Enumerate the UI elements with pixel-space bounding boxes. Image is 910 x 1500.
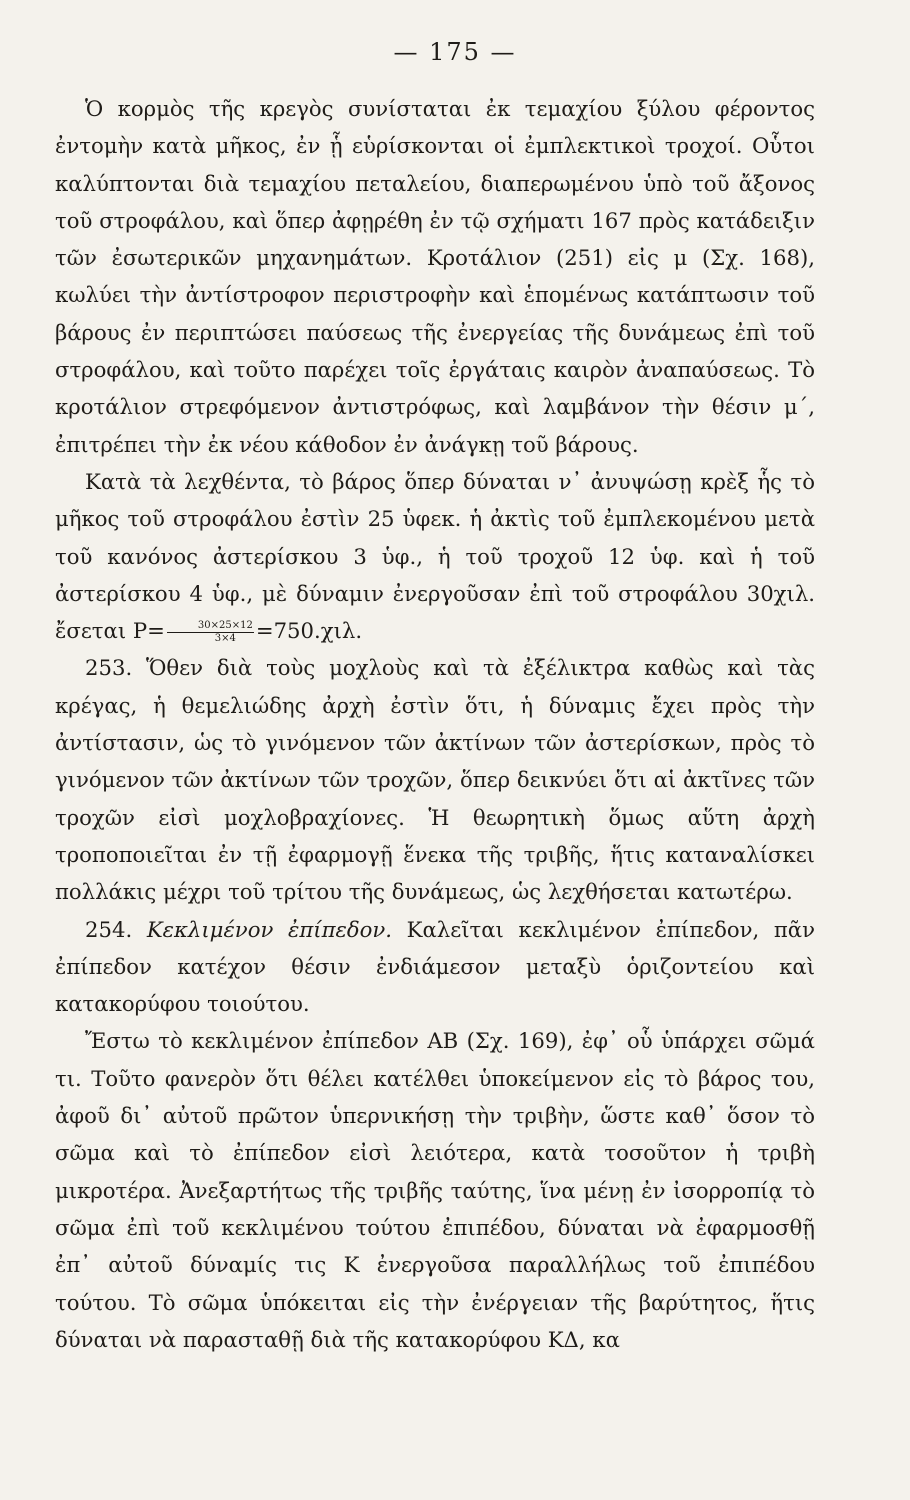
- paragraph-4: [55, 911, 815, 1023]
- paragraph-2-text: Κατὰ τὰ λεχθέντα, τὸ βάρος ὅπερ δύναται ν᾿ ἀνυψώσῃ κρὲξ ἧς τὸ μῆκος τοῦ στροφάλου ἐστὶν 25 ὑφεκ. ἡ ἀκτὶς τοῦ ἐμπλεκομένου μετὰ τοῦ κανόνος ἀστερίσκου 3 ὑφ., ἡ τοῦ τροχοῦ 12 ὑφ. καὶ ἡ τοῦ ἀστερίσκου 4 ὑφ., μὲ δύναμιν ἐνεργοῦσαν ἐπὶ τοῦ στροφάλου 30χιλ. ἔσεται P=: [55, 468, 815, 644]
- page-number: — 175 —: [393, 38, 517, 66]
- paragraph-3: 253. Ὅθεν διὰ τοὺς μοχλοὺς καὶ τὰ ἐξέλικτρα καθὼς καὶ τὰς κρέγας, ἡ θεμελιώδης ἀρχὴ ἐστὶν ὅτι, ἡ δύναμις ἔχει πρὸς τὴν ἀντίστασιν, ὡς τὸ γινόμενον τῶν ἀκτίνων τῶν ἀστερίσκων, πρὸς τὸ γινόμενον τῶν ἀκτίνων τῶν τροχῶν, ὅπερ δεικνύει ὅτι αἱ ἀκτῖνες τῶν τροχῶν εἰσὶ μοχλοβραχίονες. Ἡ θεωρητικὴ ὅμως αὕτη ἀρχὴ τροποποιεῖται ἐν τῇ ἐφαρμογῇ ἕνεκα τῆς τριβῆς, ἥτις καταναλίσκει πολλάκις μέχρι τοῦ τρίτου τῆς δυνάμεως, ὡς λεχθήσεται κατωτέρω.: [55, 655, 815, 905]
- formula-result: =750.χιλ.: [255, 618, 363, 644]
- formula-fraction: [167, 620, 254, 645]
- fraction-numerator: 30×25×12: [167, 620, 254, 633]
- paragraph-1: Ὁ κορμὸς τῆς κρεγὸς συνίσταται ἐκ τεμαχίου ξύλου φέροντος ἐντομὴν κατὰ μῆκος, ἐν ᾗ εὑρίσκονται οἱ ἐμπλεκτικοὶ τροχοί. Οὗτοι καλύπτονται διὰ τεμαχίου πεταλείου, διαπερωμένου ὑπὸ τοῦ ἄξονος τοῦ στροφάλου, καὶ ὅπερ ἀφῃρέθη ἐν τῷ σχήματι 167 πρὸς κατάδειξιν τῶν ἐσωτερικῶν μηχανημάτων. Κροτάλιον (251) εἰς μ (Σχ. 168), κωλύει τὴν ἀντίστροφον περιστροφὴν καὶ ἑπομένως κατάπτωσιν τοῦ βάρους ἐν περιπτώσει παύσεως τῆς ἐνεργείας τῆς δυνάμεως ἐπὶ τοῦ στροφάλου, καὶ τοῦτο παρέχει τοῖς ἐργάταις καιρὸν ἀναπαύσεως. Τὸ κροτάλιον στρεφόμενον ἀντιστρόφως, καὶ λαμβάνον τὴν θέσιν μ΄, ἐπιτρέπει τὴν ἐκ νέου κάθοδον ἐν ἀνάγκῃ τοῦ βάρους.: [55, 96, 815, 457]
- body-text: [55, 90, 815, 1358]
- section-title: Κεκλιμένον ἐπίπεδον.: [146, 916, 392, 942]
- section-number: 254.: [85, 916, 133, 942]
- paragraph-5: Ἔστω τὸ κεκλιμένον ἐπίπεδον AB (Σχ. 169), ἐφ᾿ οὗ ὑπάρχει σῶμά τι. Τοῦτο φανερὸν ὅτι θέλει κατέλθει ὑποκείμενον εἰς τὸ βάρος του, ἀφοῦ δι᾿ αὐτοῦ πρῶτον ὑπερνικήσῃ τὴν τριβὴν, ὥστε καθ᾿ ὅσον τὸ σῶμα καὶ τὸ ἐπίπεδον εἰσὶ λειότερα, κατὰ τοσοῦτον ἡ τριβὴ μικροτέρα. Ἀνεξαρτήτως τῆς τριβῆς ταύτης, ἵνα μένῃ ἐν ἰσορροπίᾳ τὸ σῶμα ἐπὶ τοῦ κεκλιμένου τούτου ἐπιπέδου, δύναται νὰ ἐφαρμοσθῇ ἐπ᾿ αὐτοῦ δύναμίς τις K ἐνεργοῦσα παραλλήλως τοῦ ἐπιπέδου τούτου. Τὸ σῶμα ὑπόκειται εἰς τὴν ἐνέργειαν τῆς βαρύτητος, ἥτις δύναται νὰ παρασταθῇ διὰ τῆς κατακορύφου KΔ, κα: [55, 1028, 815, 1352]
- paragraph-2: [55, 463, 815, 649]
- paragraph-4-text: Καλεῖται κεκλιμένον ἐπίπεδον, πᾶν ἐπίπεδον κατέχον θέσιν ἐνδιάμεσον μεταξὺ ὁριζοντείου καὶ κατακορύφου τοιούτου.: [55, 916, 815, 1017]
- fraction-denominator: 3×4: [214, 633, 236, 645]
